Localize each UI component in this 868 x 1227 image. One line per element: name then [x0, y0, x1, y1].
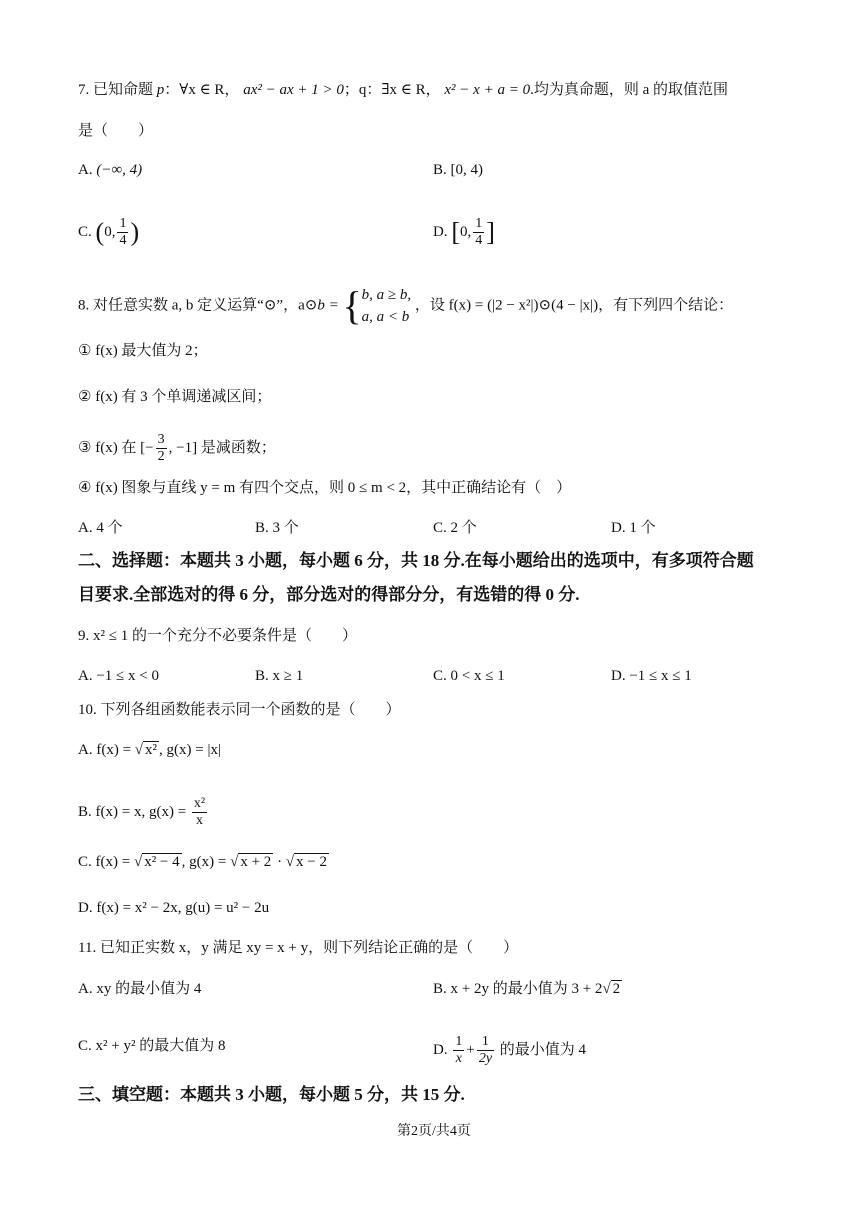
q9-option-c: C. 0 < x ≤ 1 — [433, 668, 505, 684]
q10-option-c: C. f(x) = √ x² − 4 , g(x) = √ x + 2 · √ x − 2 — [78, 854, 328, 870]
section-2-heading: 二、选择题：本题共 3 小题，每小题 6 分，共 18 分.在每小题给出的选项中，有多项符合题 — [78, 551, 754, 570]
q9-option-b: B. x ≥ 1 — [255, 668, 304, 684]
q11-option-b: B. x + 2y 的最小值为 3 + 2√ 2 — [433, 981, 621, 997]
q7-option-b: B. [0, 4) — [433, 162, 484, 178]
q11-option-d: D. $\frac{1}{x}$ + $\frac{1}{2y}$ 的最小值为 4 — [433, 1034, 587, 1066]
section-2-heading-line2: 目要求.全部选对的得 6 分，部分选对的得部分分，有选错的得 0 分. — [78, 585, 580, 604]
q8-stem: 8. 对任意实数 a, b 定义运算“⊙”，a⊙b = { b, a ≥ b, a, a < b ，设 f(x) = (|2 − x²|)⊙(4 − |x|)，有下列四个结论： — [78, 283, 734, 328]
q9-option-a: A. −1 ≤ x < 0 — [78, 668, 159, 684]
section-3-heading: 三、填空题：本题共 3 小题，每小题 5 分，共 15 分. — [78, 1085, 465, 1104]
q7-option-d: D. [0, $\frac{1}{4}$ ] — [433, 216, 495, 248]
q8-option-a: A. 4 个 — [78, 520, 123, 536]
q10-option-b: B. f(x) = x, g(x) = $\frac{\text{x²}}{x}$ — [78, 796, 206, 828]
q7-stem: 7. 已知命题 p：∀x ∈ R， ax² − ax + 1 > 0；q：∃x ∈ R， x² − x + a = 0.均为真命题，则 a 的取值范围 — [78, 82, 728, 98]
page-number: 第2页/共4页 — [397, 1124, 471, 1139]
q10-option-a: A. f(x) = √ x² , g(x) = |x| — [78, 742, 221, 758]
q8-conclusion-4: ④ f(x) 图象与直线 y = m 有四个交点，则 0 ≤ m < 2，其中正确结论有（ ） — [78, 480, 572, 496]
q9-stem: 9. x² ≤ 1 的一个充分不必要条件是（ ） — [78, 628, 357, 644]
q9-option-d: D. −1 ≤ x ≤ 1 — [611, 668, 692, 684]
q8-conclusion-3: ③ f(x) 在 [− $\frac{3}{2}$ , −1] 是减函数； — [78, 432, 276, 464]
q11-option-c: C. x² + y² 的最大值为 8 — [78, 1038, 226, 1054]
q10-option-d: D. f(x) = x² − 2x, g(u) = u² − 2u — [78, 900, 270, 916]
q8-conclusion-1: ① f(x) 最大值为 2； — [78, 343, 208, 359]
q8-option-d: D. 1 个 — [611, 520, 656, 536]
q11-option-a: A. xy 的最小值为 4 — [78, 981, 202, 997]
q8-option-c: C. 2 个 — [433, 520, 477, 536]
q7-option-a: A. (−∞, 4) — [78, 162, 143, 178]
q8-option-b: B. 3 个 — [255, 520, 299, 536]
q7-stem-line2: 是（ ） — [78, 123, 154, 139]
q8-conclusion-2: ② f(x) 有 3 个单调递减区间； — [78, 389, 272, 405]
q10-stem: 10. 下列各组函数能表示同一个函数的是（ ） — [78, 702, 401, 718]
q11-stem: 11. 已知正实数 x，y 满足 xy = x + y，则下列结论正确的是（ ） — [78, 940, 519, 956]
q7-option-c: C. (0, $\frac{1}{4}$ ) — [78, 216, 140, 248]
